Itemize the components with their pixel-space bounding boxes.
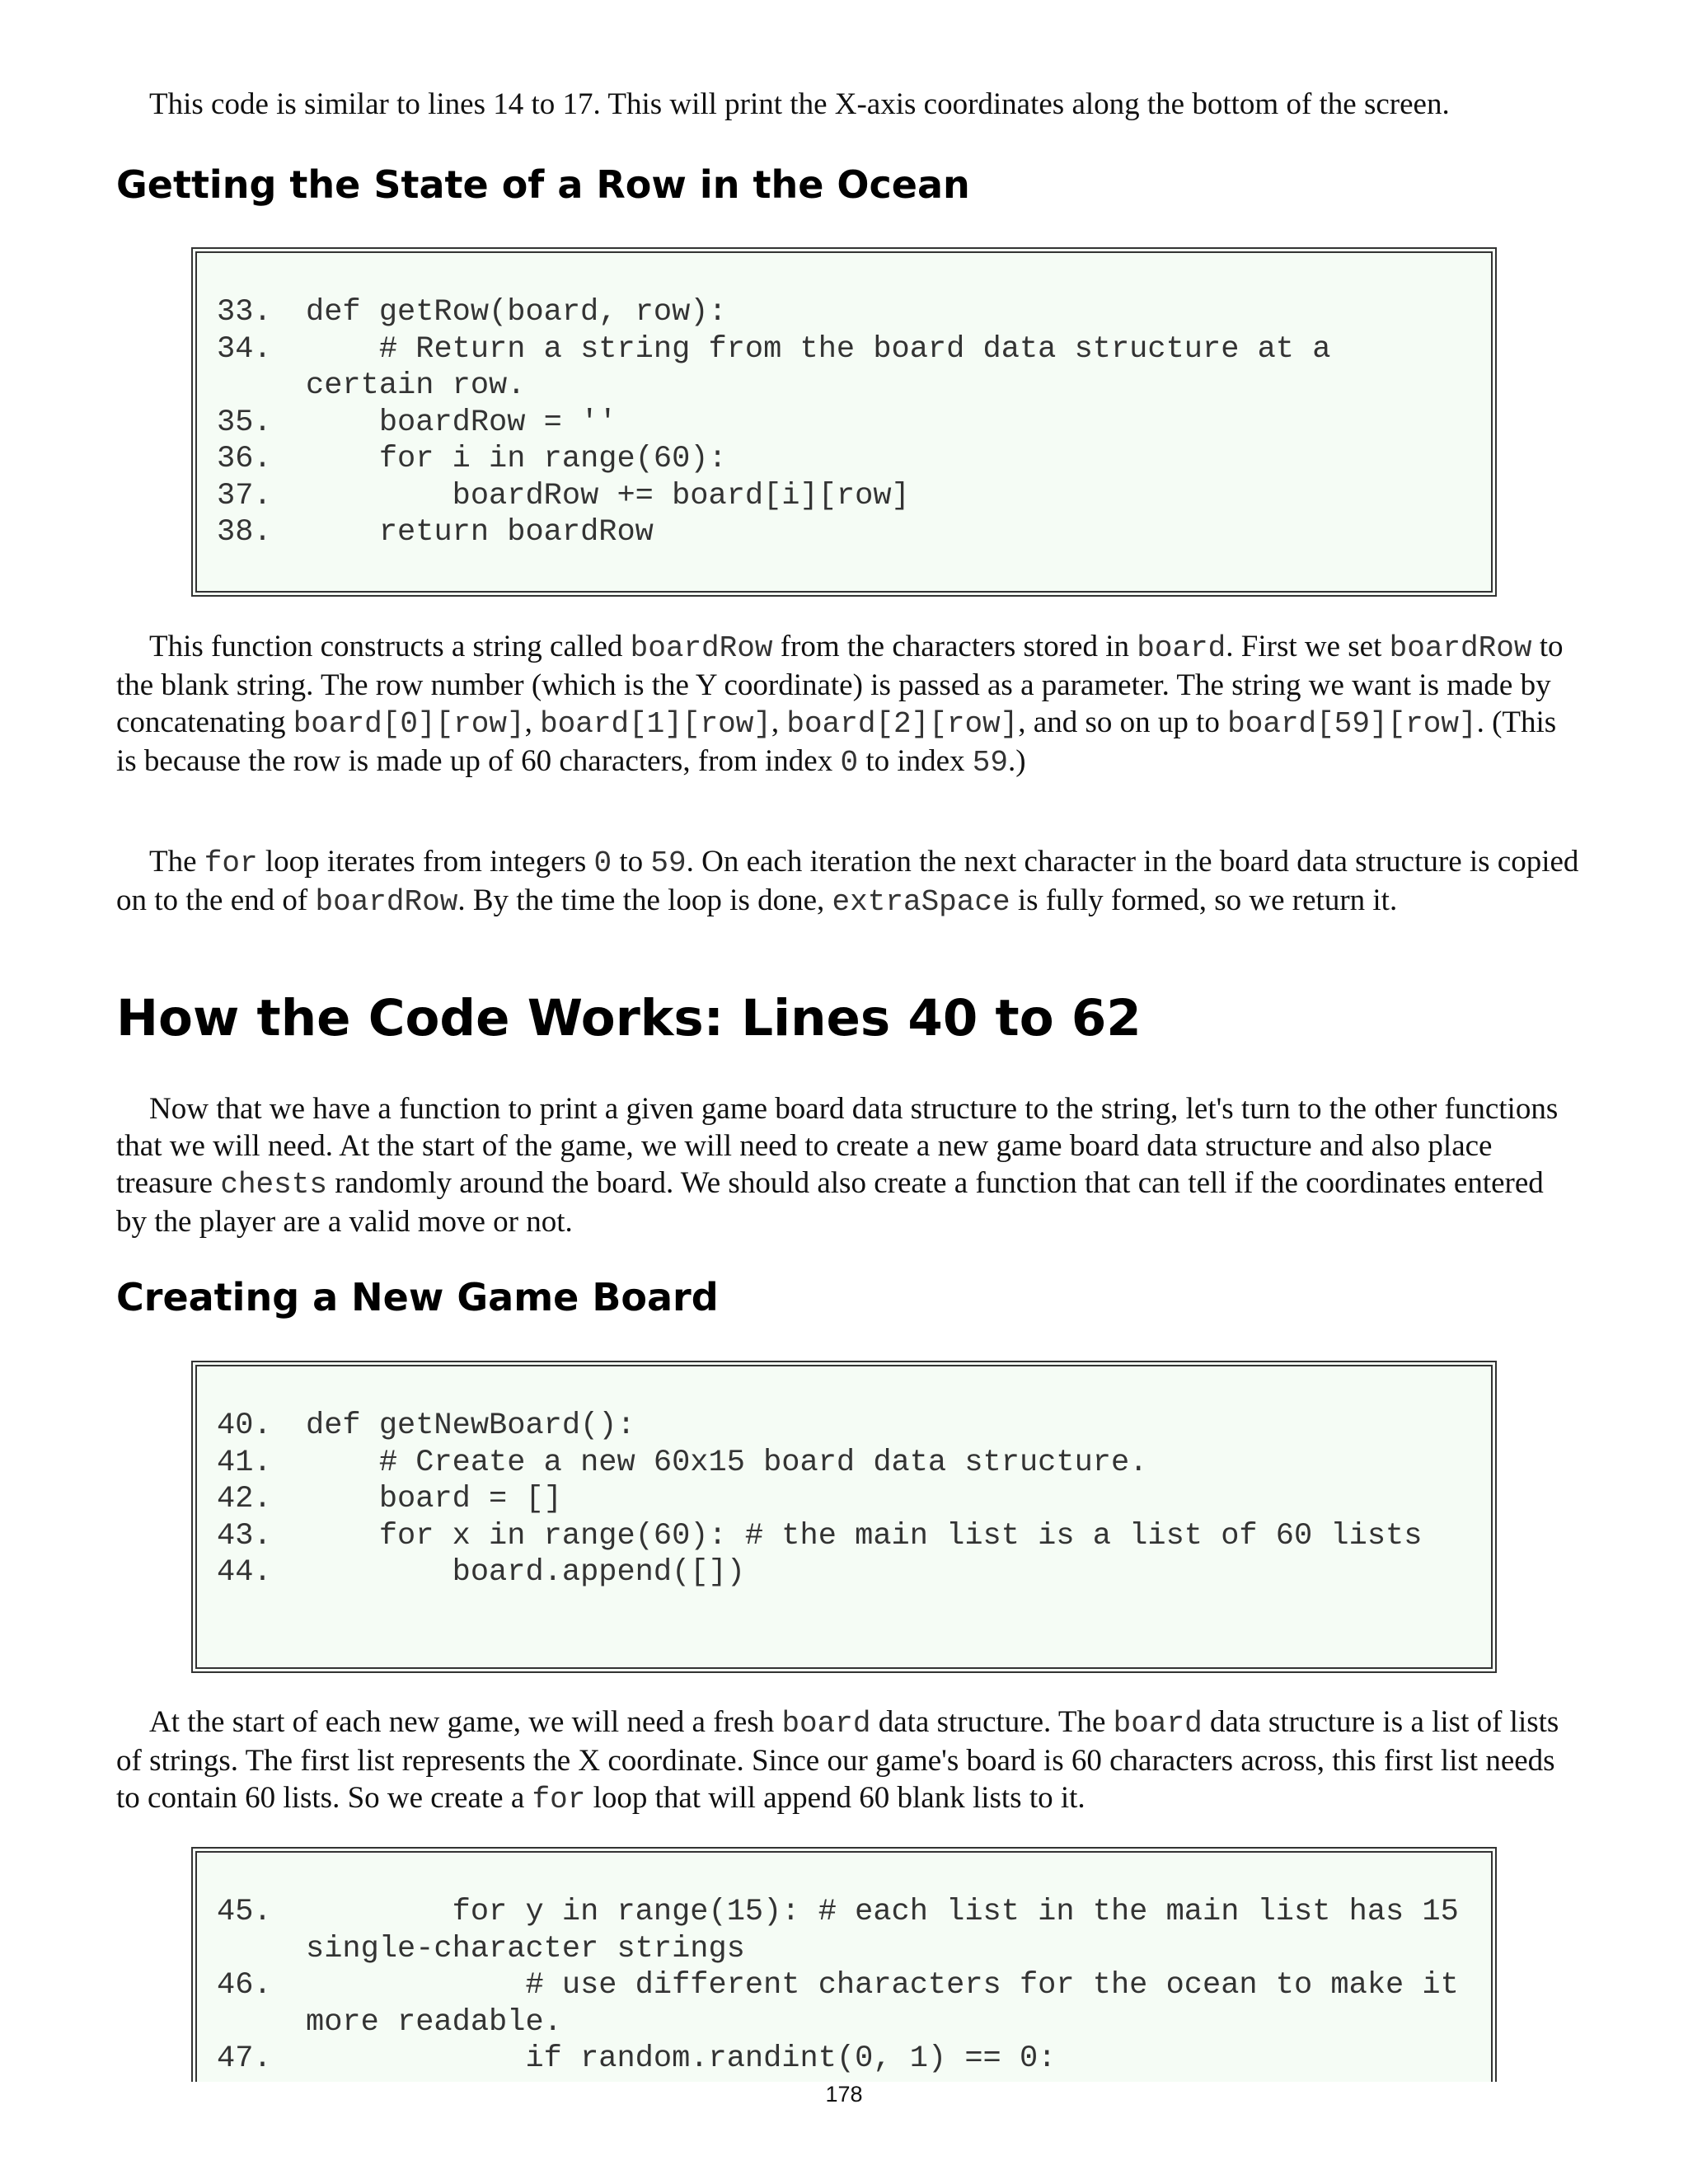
paragraph-text: is fully formed, so we return it. [1010,883,1398,917]
code-line [197,405,1491,442]
paragraph-text: At the start of each new game, we will need a fresh [149,1705,782,1739]
line-number: 44. [217,1555,272,1590]
inline-code: 59 [972,746,1009,780]
code-text: def getRow(board, row): [306,295,727,330]
paragraph-text: , [771,705,787,739]
paragraph-text: . By the time the loop is done, [457,883,832,917]
inline-code: 0 [840,746,859,780]
paragraph-text: Now that we have a function to print a given game board data structure to the string, let's turn to the other functions that we will need. At the start of the game, we will need to create a new game board data structure and also place treasure [116,1092,1559,1200]
code-line [197,1967,1491,2041]
line-number: 33. [217,295,272,330]
line-number: 41. [217,1445,272,1480]
code-text: board = [] [306,1482,562,1516]
paragraph-text: , and so on up to [1018,705,1228,739]
paragraph-text: . (This is because the row is made up of 60 characters, from index [116,705,1557,778]
code-line [197,441,1491,478]
paragraph-getrow-explanation [116,628,1579,781]
code-lines [197,1894,1491,2078]
paragraph-how-code-works [116,1090,1579,1240]
code-line [197,1408,1491,1445]
code-text: return boardRow [306,515,654,550]
line-number: 35. [217,405,272,440]
code-text: # use different characters for the ocean to make it more readable. [306,1968,1478,2040]
inline-code: chests [220,1168,327,1202]
inline-code: extraSpace [832,885,1010,919]
code-line [197,1518,1491,1555]
inline-code: boardRow [1389,631,1532,665]
code-block-getnewboard [191,1361,1497,1673]
code-text: # Create a new 60x15 board data structure. [306,1445,1148,1480]
inline-code: board[59][row] [1227,707,1477,741]
paragraph-text: The [149,845,204,879]
code-text: for y in range(15): # each list in the main list has 15 single-character strings [306,1895,1478,1966]
inline-code: board [1113,1707,1203,1741]
line-number: 37. [217,478,272,513]
code-line [197,2041,1491,2078]
paragraph-text: loop iterates from integers [257,845,594,879]
code-text: for i in range(60): [306,442,727,476]
code-line [197,1554,1491,1591]
line-number: 47. [217,2041,272,2076]
code-line [197,1894,1491,1967]
code-text: for x in range(60): # the main list is a list of 60 lists [306,1518,1423,1554]
inline-code: boardRow [315,885,458,919]
paragraph-text: from the characters stored in [772,630,1137,663]
paragraph-text: loop that will append 60 blank lists to it. [585,1781,1085,1815]
heading-creating-new-board: Creating a New Game Board [116,1275,719,1319]
paragraph-new-board-explanation [116,1704,1579,1818]
heading-how-code-works: How the Code Works: Lines 40 to 62 [116,989,1142,1047]
paragraph-for-loop-explanation [116,843,1579,921]
code-line [197,294,1491,331]
inline-code: board [1137,631,1226,665]
code-line [197,1445,1491,1482]
line-number: 34. [217,331,272,367]
inline-code: board [781,1707,871,1741]
inline-code: 0 [593,846,612,880]
code-block-getrow [191,247,1497,597]
line-number: 36. [217,442,272,476]
line-number: 46. [217,1968,272,2003]
heading-getting-row-state: Getting the State of a Row in the Ocean [116,162,970,207]
line-number: 40. [217,1408,272,1443]
line-number: 42. [217,1482,272,1516]
line-number: 45. [217,1895,272,1929]
code-block-ocean-rows [191,1847,1497,2082]
code-text: if random.randint(0, 1) == 0: [306,2041,1057,2076]
intro-paragraph: This code is similar to lines 14 to 17. This will print the X-axis coordinates along the bottom of the screen. [149,87,1450,121]
paragraph-text: randomly around the board. We should also create a function that can tell if the coordinates entered by the player are a valid move or not. [116,1166,1544,1239]
paragraph-text: data structure is a list of lists of strings. The first list represents the X coordinate. Since our game's board is 60 characters across, this first list needs to contain 60 lists. So we create a [116,1705,1559,1815]
inline-code: board[1][row] [540,707,771,741]
paragraph-text: . First we set [1226,630,1390,663]
code-line [197,478,1491,515]
paragraph-text: . On each iteration the next character in the board data structure is copied on to the end of [116,845,1579,917]
paragraph-text: to [612,845,651,879]
code-line [197,514,1491,551]
code-line [197,1481,1491,1518]
code-line [197,331,1491,405]
code-text: # Return a string from the board data structure at a certain row. [306,331,1349,403]
paragraph-text: data structure. The [870,1705,1114,1739]
code-text: def getNewBoard(): [306,1408,635,1443]
code-lines [197,294,1491,551]
inline-code: 59 [650,846,687,880]
paragraph-text: to index [858,744,973,778]
paragraph-text: .) [1008,744,1026,778]
inline-code: for [532,1783,586,1816]
code-text: boardRow = '' [306,405,617,440]
code-lines [197,1408,1491,1591]
code-text: boardRow += board[i][row] [306,478,910,513]
paragraph-text: , [524,705,541,739]
line-number: 43. [217,1518,272,1554]
inline-code: for [204,846,258,880]
page-number: 178 [825,2082,863,2107]
paragraph-text: to the blank string. The row number (which is the Y coordinate) is passed as a parameter. The string we want is made by concatenating [116,630,1564,739]
inline-code: board[2][row] [786,707,1019,741]
code-text: board.append([]) [306,1555,745,1590]
paragraph-text: This function constructs a string called [149,630,631,663]
inline-code: board[0][row] [293,707,525,741]
inline-code: boardRow [630,631,773,665]
line-number: 38. [217,515,272,550]
